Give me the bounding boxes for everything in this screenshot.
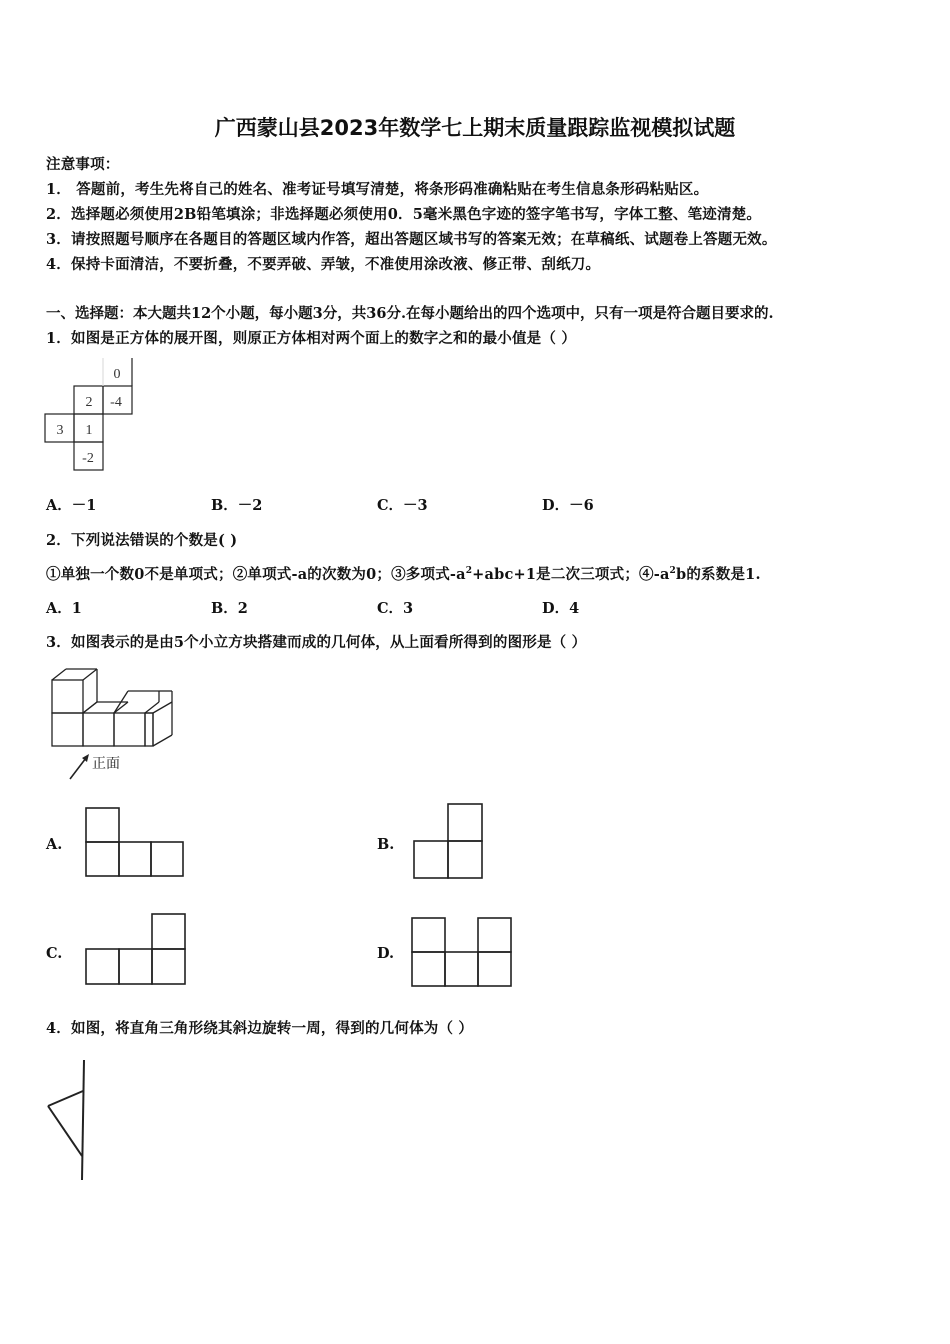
notice-item: 3．请按照题号顺序在各题目的答题区域内作答，超出答题区域书写的答案无效；在草稿纸、试题卷上答题无效。 (46, 231, 777, 248)
notice-item: 2．选择题必须使用2B铅笔填涂；非选择题必须使用0．5毫米黑色字迹的签字笔书写，字体工整、笔迹清楚。 (46, 206, 762, 223)
option-d-figure[interactable] (410, 916, 514, 988)
option-b[interactable]: B．－2 (211, 497, 263, 514)
option-c[interactable]: C．－3 (377, 497, 428, 514)
question-4-stem: 4．如图，将直角三角形绕其斜边旋转一周，得到的几何体为（ ） (46, 1020, 474, 1037)
option-b-figure[interactable] (412, 802, 486, 880)
cube-stack-figure (44, 664, 184, 784)
notice-heading: 注意事项： (46, 156, 120, 173)
notice-item: 4．保持卡面清洁，不要折叠，不要弄破、弄皱，不准使用涂改液、修正带、刮纸刀。 (46, 256, 601, 273)
notice-item: 1． 答题前，考生先将自己的姓名、准考证号填写清楚，将条形码准确粘贴在考生信息条形码粘贴区。 (46, 181, 709, 198)
net-value: 2 (85, 395, 93, 410)
option-a[interactable]: A．－1 (46, 497, 97, 514)
question-1-stem: 1．如图是正方体的展开图，则原正方体相对两个面上的数字之和的最小值是（ ） (46, 330, 577, 347)
question-3-stem: 3．如图表示的是由5个小立方块搭建而成的几何体，从上面看所得到的图形是（ ） (46, 634, 587, 651)
option-b[interactable]: B. (377, 836, 395, 853)
question-2-statements: ①单独一个数0不是单项式；②单项式-a的次数为0；③多项式$-a^2+abc+1$是二次三项式；$④-a^2b$的系数是1. (46, 566, 761, 583)
question-2-stem: 2．下列说法错误的个数是( ) (46, 532, 238, 549)
option-c[interactable]: C．3 (377, 600, 414, 617)
net-value: -2 (82, 451, 94, 466)
net-value: 0 (113, 367, 121, 382)
option-d[interactable]: D．4 (542, 600, 580, 617)
front-label: 正面 (92, 757, 120, 772)
net-value: 3 (56, 423, 64, 438)
front-arrow-icon (70, 754, 89, 779)
right-triangle-figure (44, 1056, 94, 1184)
option-c[interactable]: C. (46, 945, 63, 962)
page-title: 广西蒙山县2023年数学七上期末质量跟踪监视模拟试题 (214, 116, 736, 140)
option-a[interactable]: A. (46, 836, 63, 853)
section-heading: 一、选择题：本大题共12个小题，每小题3分，共36分.在每小题给出的四个选项中，只有一项是符合题目要求的. (46, 305, 774, 322)
cube-net-figure (44, 356, 136, 474)
option-d[interactable]: D. (377, 945, 395, 962)
option-b[interactable]: B．2 (211, 600, 248, 617)
option-a-figure[interactable] (84, 806, 186, 878)
option-a[interactable]: A．1 (46, 600, 82, 617)
option-c-figure[interactable] (84, 912, 188, 986)
net-value: 1 (85, 423, 93, 438)
net-value: -4 (110, 395, 122, 410)
option-d[interactable]: D．－6 (542, 497, 594, 514)
